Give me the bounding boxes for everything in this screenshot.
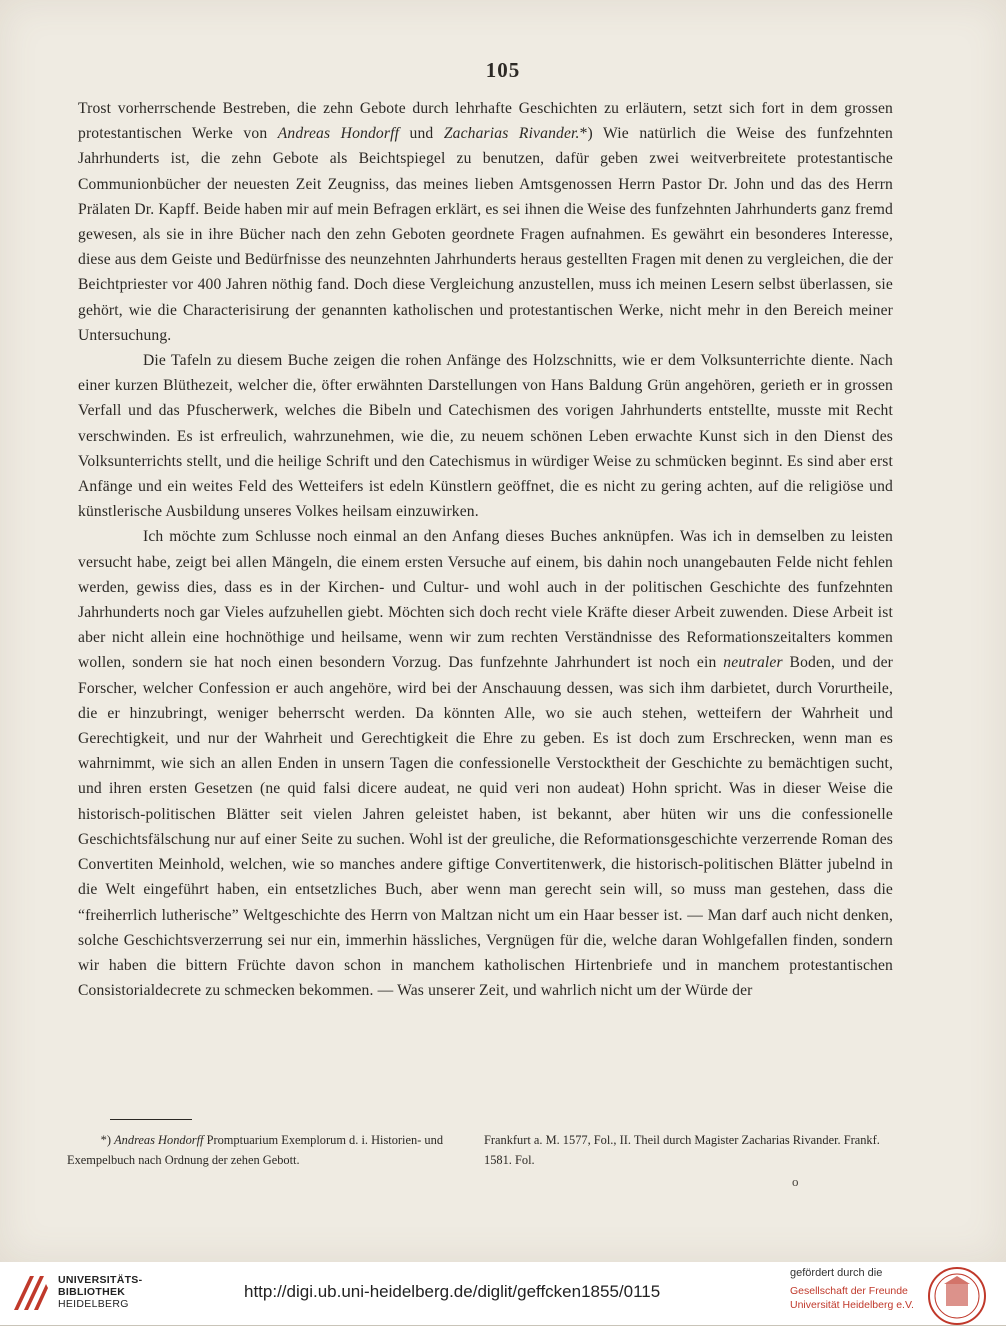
- italic-text: Zacharias Rivander.: [443, 125, 580, 143]
- footnote-author: Andreas Hondorff: [114, 1133, 204, 1147]
- library-name-line1: UNIVERSITÄTS-: [58, 1274, 143, 1286]
- paragraph: [78, 96, 893, 348]
- paragraph-text: Ich möchte zum Schlusse noch einmal an den Anfang dieses Buches anknüpfen. Was ich in demselben zu leisten versucht habe, zeigt bei allen Mängeln, die einem ersten Versuche auf einem, bis dahin noch unangebauten Felde nicht fehlen werden, gewiss dies, dass es in der Kirchen- und Cultur- und wohl auch in der politischen Geschichte des funfzehnten Jahrhunderts noch gar Vieles aufzuhellen giebt. Möchten sich doch recht viele Kräfte dieser Arbeit zuwenden. Diese Arbeit ist aber nicht allein eine hochnöthige und heilsame, wenn wir zum rechten Verständnisse des Reformationszeitalters kommen wollen, sondern sie hat noch einen besondern Vorzug. Das funfzehnte Jahrhundert ist noch ein: [78, 528, 893, 672]
- library-name-line3: HEIDELBERG: [58, 1298, 129, 1310]
- footnote-column-left: [67, 1130, 472, 1170]
- sponsor-name-line2: Universität Heidelberg e.V.: [790, 1299, 914, 1311]
- footnote-rule: [110, 1119, 192, 1120]
- signature-mark: o: [792, 1174, 799, 1189]
- footer-bar: [0, 1262, 1006, 1325]
- main-text: [78, 96, 893, 1003]
- footnote-column-right: Frankfurt a. M. 1577, Fol., II. Theil durch Magister Zacharias Rivander. Frankf. 1581. Fol.: [484, 1133, 880, 1167]
- sponsor-name[interactable]: [790, 1284, 914, 1312]
- footnote-text-left: Promptuarium Exemplorum d. i. Historien- und Exempelbuch nach Ordnung der zehen Gebott.: [67, 1133, 444, 1167]
- paragraph-text: und: [399, 125, 444, 143]
- footnote-marker: *): [100, 1133, 111, 1147]
- paragraph-text: Trost vorherrschende Bestreben, die zehn Gebote durch lehrhafte Geschichten zu erläutern, setzt sich fort in dem grossen protestantischen Werke von: [78, 100, 893, 143]
- library-logo-icon[interactable]: [10, 1270, 52, 1316]
- italic-text: neutraler: [723, 654, 783, 672]
- permalink-url[interactable]: http://digi.ub.uni-heidelberg.de/diglit/geffcken1855/0115: [244, 1282, 661, 1301]
- paragraph-text: Boden, und der Forscher, welcher Confession er auch angehöre, wird bei der Anschauung dessen, was sich ihm darbietet, durch Vorurtheile, die er hinzubringt, weniger beherrscht werden. Da könnten Alle, wo sie auch stehen, wetteifern der Wahrheit und Gerechtigkeit, und nur der Wahrheit und Gerechtigkeit die Ehre zu geben. Es ist doch zum Erschrecken, wenn man es wahrnimmt, wie sich an allen Enden in unsern Tagen die confessionelle Verstocktheit der Geschichte zu bemächtigen sucht, und ihren ersten Gesetzen (ne quid falsi dicere audeat, ne quid veri non audeat) Hohn spricht. Was in dieser Weise die historisch-politischen Blätter seit vielen Jahren geleistet haben, ist bekannt, aber hüten wir uns die confessionelle Geschichtsfälschung nur auf einer Seite zu suchen. Wohl ist der greuliche, die Reformationsgeschichte verzerrende Roman des Convertiten Meinhold, welchen, wie so manches andere giftige Convertitenwerk, die historisch-politischen Blätter jubelnd in die Welt eingeführt haben, ein entsetzliches Buch, aber wenn man gerecht sein will, so muss man gestehen, dass die “freiherrlich lutherische” Weltgeschichte des Herrn von Maltzan nicht um ein Haar besser ist. — Man darf auch nicht denken, solche Geschichtsverzerrung sei nur ein, immerhin hässliches, Vergnügen für die, welche daran Wohlgefallen finden, sondern wir haben die bittern Früchte davon schon in manchem katholischen Hirtenbriefe und in manchem protestantischen Consistorialdecrete zu schmecken bekommen. — Was unserer Zeit, und wahrlich nicht um der Würde der: [78, 654, 894, 1000]
- university-seal-icon[interactable]: [924, 1266, 990, 1326]
- sponsor-label: gefördert durch die: [790, 1267, 883, 1279]
- paragraph-text: Die Tafeln zu diesem Buche zeigen die rohen Anfänge des Holzschnitts, wie er dem Volksunterrichte diente. Nach einer kurzen Blüthezeit, welcher die, öfter erwähnten Darstellungen von Hans Baldung Grün angehören, gerieth er in grossen Verfall und das Pfuscherwerk, welches die Bibeln und Catechismen des vorigen Jahrhunderts entstellte, musste mit Recht verschwinden. Es ist erfreulich, wahrzunehmen, wie die, zu neuem schönen Leben erwachte Kunst sich in den Dienst des Volksunterrichts stellt, und die heilige Schrift und den Catechismus in würdiger Weise zu schmücken beginnt. Es sind aber erst Anfänge und ein weites Feld des Wetteifers ist edeln Künstlern geöffnet, die es nicht zu gering achten, auf die religiöse und künstlerische Ausbildung unseres Volkes heilsam einzuwirken.: [78, 352, 893, 521]
- paragraph: [78, 524, 893, 1003]
- library-name[interactable]: [58, 1274, 142, 1310]
- paragraph: [78, 348, 893, 524]
- italic-text: Andreas Hondorff: [277, 125, 400, 143]
- library-name-line2: BIBLIOTHEK: [58, 1286, 126, 1298]
- sponsor-name-line1: Gesellschaft der Freunde: [790, 1285, 908, 1297]
- paragraph-text: *) Wie natürlich die Weise des funfzehnten Jahrhunderts ist, die zehn Gebote als Beichtspiegel zu benutzen, dafür geben zwei weitverbreitete protestantische Communionbücher der neuesten Zeit Zeugniss, das meines lieben Amtsgenossen Herrn Pastor Dr. John und das des Herrn Prälaten Dr. Kapff. Beide haben mir auf mein Befragen erklärt, es sei ihnen die Weise des funfzehnten Jahrhunderts ganz fremd gewesen, als sie in ihre Bücher nach den zehn Geboten geordnete Fragen aufnahmen. Es gewährt ein besonderes Interesse, diese aus dem Geiste und Bedürfnisse des neunzehnten Jahrhunderts heraus gestellten Fragen mit denen zu vergleichen, die der Beichtpriester vor 400 Jahren nöthig fand. Doch diese Vergleichung anzustellen, muss ich meinen Lesern selbst überlassen, sie gehört, wie die Characterisirung der genannten katholischen und protestantischen Werke, nicht mehr in den Bereich meiner Untersuchung.: [78, 125, 893, 344]
- page-number: 105: [485, 58, 521, 82]
